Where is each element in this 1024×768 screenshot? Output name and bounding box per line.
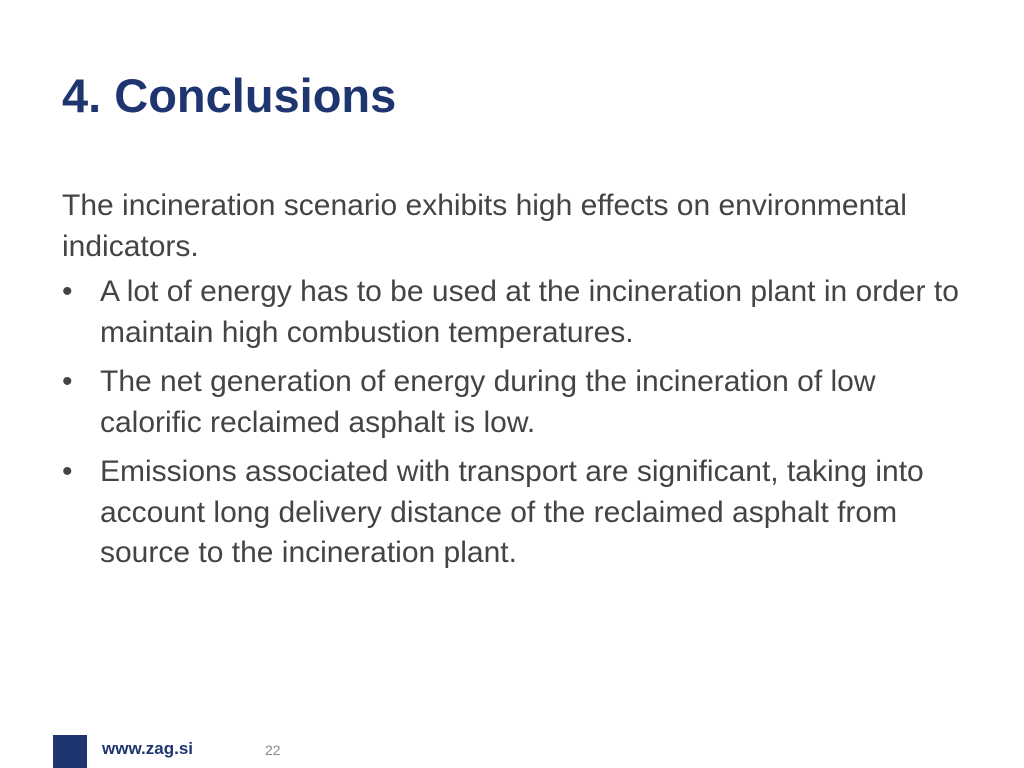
bullet-list	[62, 272, 972, 574]
bullet-marker: •	[62, 365, 73, 398]
brand-square-icon	[53, 735, 87, 768]
bullet-item	[62, 452, 972, 574]
page-number: 22	[265, 742, 281, 758]
bullet-marker: •	[62, 455, 73, 488]
bullet-text: A lot of energy has to be used at the incineration plant in order to maintain high combustion temperatures.	[100, 275, 959, 349]
bullet-item	[62, 272, 972, 353]
bullet-item	[62, 362, 972, 443]
footer	[0, 732, 1024, 768]
footer-website-link[interactable]: www.zag.si	[102, 739, 194, 758]
bullet-text: The net generation of energy during the incineration of low calorific reclaimed asphalt is low.	[100, 365, 876, 439]
slide-title: 4. Conclusions	[62, 69, 397, 122]
bullet-text: Emissions associated with transport are significant, taking into account long delivery distance of the reclaimed asphalt from source to the incineration plant.	[100, 455, 924, 569]
bullet-marker: •	[62, 275, 73, 308]
slide-body	[62, 186, 972, 583]
intro-paragraph: The incineration scenario exhibits high effects on environmental indicators.	[62, 189, 907, 263]
